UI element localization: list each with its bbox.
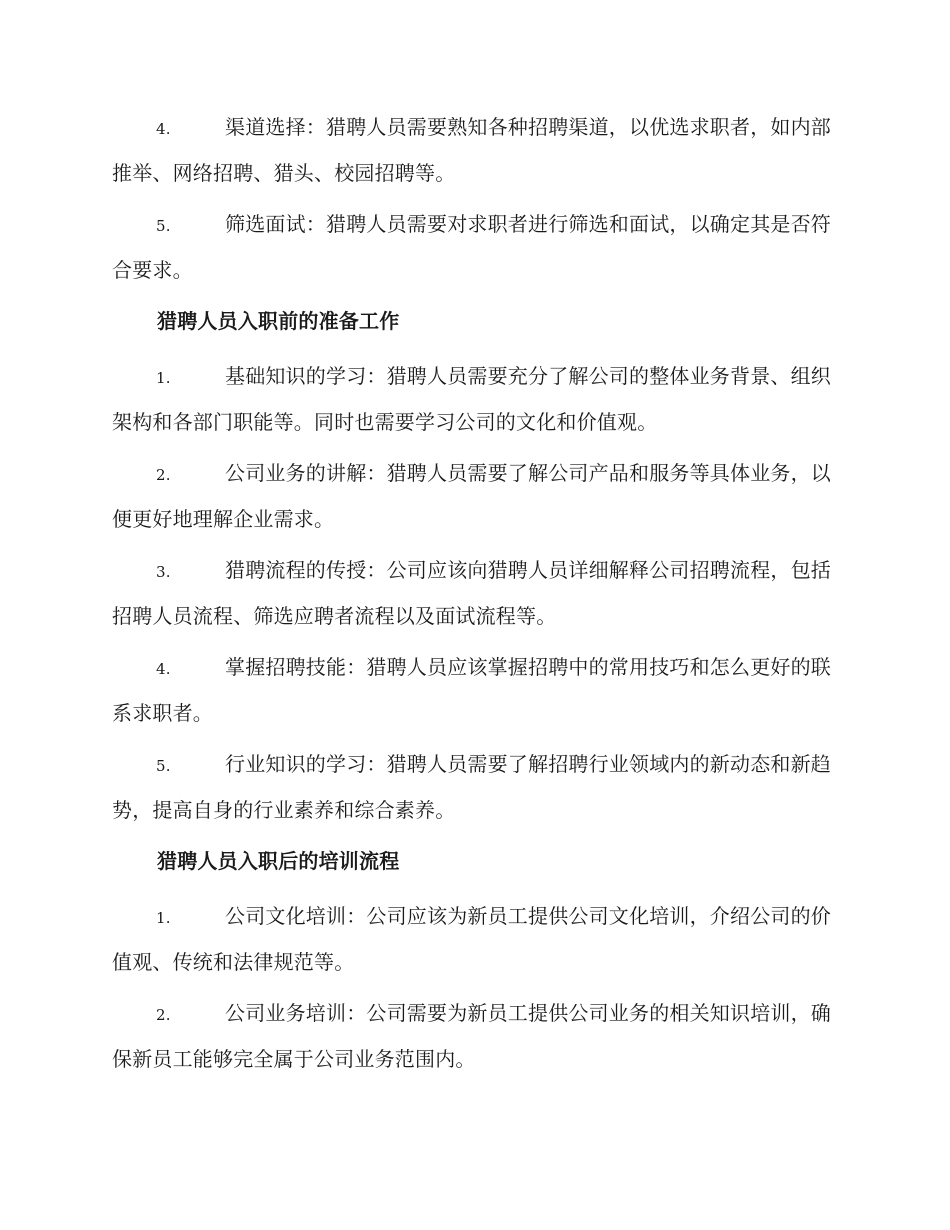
list-item-text: 公司业务培训：公司需要为新员工提供公司业务的相关知识培训，确保新员工能够完全属于公司业务范围内。 xyxy=(112,1001,831,1071)
list-item-number: 2. xyxy=(156,466,171,484)
list-item-number: 4. xyxy=(156,120,171,138)
list-item-text: 猎聘流程的传授：公司应该向猎聘人员详细解释公司招聘流程，包括招聘人员流程、筛选应聘者流程以及面试流程等。 xyxy=(112,558,831,628)
list-item xyxy=(112,894,837,984)
list-item-number: 1. xyxy=(156,369,171,387)
list-item-number: 1. xyxy=(156,909,171,927)
section-heading-post-onboarding: 猎聘人员入职后的培训流程 xyxy=(157,849,400,873)
list-item-text: 基础知识的学习：猎聘人员需要充分了解公司的整体业务背景、组织架构和各部门职能等。同时也需要学习公司的文化和价值观。 xyxy=(112,364,831,434)
list-item xyxy=(112,202,837,292)
list-item xyxy=(112,451,837,541)
list-item-text: 公司业务的讲解：猎聘人员需要了解公司产品和服务等具体业务，以便更好地理解企业需求。 xyxy=(112,461,831,531)
list-item-number: 4. xyxy=(156,660,171,678)
list-item-text: 筛选面试：猎聘人员需要对求职者进行筛选和面试，以确定其是否符合要求。 xyxy=(112,212,831,282)
list-item-text: 掌握招聘技能：猎聘人员应该掌握招聘中的常用技巧和怎么更好的联系求职者。 xyxy=(112,655,831,725)
list-item-number: 3. xyxy=(156,563,171,581)
list-item-number: 5. xyxy=(156,217,171,235)
section-heading-pre-onboarding: 猎聘人员入职前的准备工作 xyxy=(157,309,400,333)
list-item xyxy=(112,548,837,638)
list-item-text: 行业知识的学习：猎聘人员需要了解招聘行业领域内的新动态和新趋势，提高自身的行业素养和综合素养。 xyxy=(112,752,831,822)
list-item-text: 公司文化培训：公司应该为新员工提供公司文化培训，介绍公司的价值观、传统和法律规范等。 xyxy=(112,904,831,974)
list-item-number: 2. xyxy=(156,1006,171,1024)
list-item xyxy=(112,105,837,195)
list-item xyxy=(112,354,837,444)
list-item-number: 5. xyxy=(156,757,171,775)
list-item xyxy=(112,742,837,832)
list-item-text: 渠道选择：猎聘人员需要熟知各种招聘渠道，以优选求职者，如内部推举、网络招聘、猎头、校园招聘等。 xyxy=(112,115,831,185)
list-item xyxy=(112,645,837,735)
list-item xyxy=(112,991,837,1081)
